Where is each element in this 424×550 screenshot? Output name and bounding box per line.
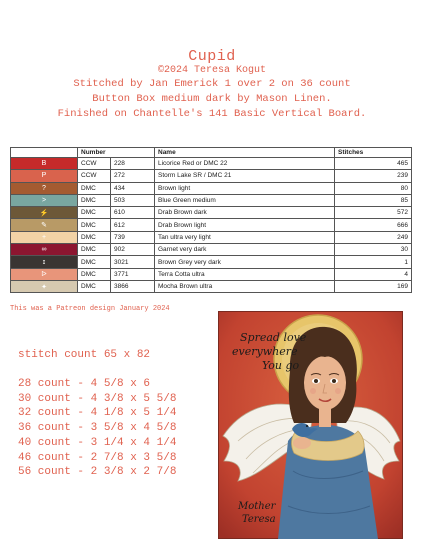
thread-brand: DMC (78, 268, 111, 280)
thread-name: Drab Brown dark (155, 207, 335, 219)
size-item: 56 count - 2 3/8 x 2 7/8 (18, 466, 177, 479)
stitch-count-cell: 1 (335, 256, 412, 268)
thread-brand: DMC (78, 244, 111, 256)
header (0, 48, 424, 122)
stitch-count-block (18, 349, 176, 480)
stitched-by-line: Stitched by Jan Emerick 1 over 2 on 36 count (73, 78, 351, 90)
patreon-note: This was a Patreon design January 2024 (10, 305, 170, 313)
copyright: ©2024 Teresa Kogut (157, 65, 267, 76)
thread-brand: DMC (78, 231, 111, 243)
thread-number: 272 (111, 170, 155, 182)
quote-line-3: You go (262, 359, 300, 372)
hand (293, 437, 311, 449)
table-row (11, 268, 412, 280)
symbol-swatch: ᐅ (11, 268, 78, 280)
thread-name: Mocha Brown ultra (155, 280, 335, 292)
size-item: 46 count - 2 7/8 x 3 5/8 (18, 451, 177, 464)
thread-number: 3866 (111, 280, 155, 292)
stitch-count-cell: 249 (335, 231, 412, 243)
thread-name: Blue Green medium (155, 194, 335, 206)
thread-brand: DMC (78, 219, 111, 231)
number-header: Number (78, 148, 155, 158)
size-list (18, 377, 176, 480)
table-header-row (11, 148, 412, 158)
cupid-artwork (218, 311, 403, 539)
thread-name: Drab Brown light (155, 219, 335, 231)
thread-brand: DMC (78, 194, 111, 206)
table-row (11, 256, 412, 268)
symbol-header (11, 148, 78, 158)
quote-line-1: Spread love (240, 331, 307, 344)
symbol-swatch: ⚡ (11, 207, 78, 219)
finished-line: Finished on Chantelle's 141 Basic Vertical Board. (57, 108, 367, 120)
stitch-count-cell: 169 (335, 280, 412, 292)
thread-number: 3771 (111, 268, 155, 280)
thread-name: Brown Grey very dark (155, 256, 335, 268)
stitch-count-cell: 4 (335, 268, 412, 280)
size-item: 28 count - 4 5/8 x 6 (18, 378, 151, 390)
stitch-count: stitch count 65 x 82 (18, 349, 151, 361)
thread-number: 228 (111, 158, 155, 170)
thread-name: Tan ultra very light (155, 231, 335, 243)
size-item: 30 count - 4 3/8 x 5 5/8 (18, 392, 177, 405)
thread-brand: DMC (78, 182, 111, 194)
table-row (11, 231, 412, 243)
symbol-swatch: ɪ (11, 256, 78, 268)
thread-brand: DMC (78, 280, 111, 292)
table-row (11, 170, 412, 182)
thread-name: Licorice Red or DMC 22 (155, 158, 335, 170)
thread-number: 902 (111, 244, 155, 256)
thread-brand: CCW (78, 158, 111, 170)
stitch-count-cell: 85 (335, 194, 412, 206)
thread-name: Storm Lake SR / DMC 21 (155, 170, 335, 182)
name-header: Name (155, 148, 335, 158)
thread-name: Garnet very dark (155, 244, 335, 256)
table-row (11, 158, 412, 170)
symbol-swatch: ✎ (11, 219, 78, 231)
table-row (11, 219, 412, 231)
table-row (11, 280, 412, 292)
signature-line-2: Teresa (242, 514, 276, 525)
table-row (11, 244, 412, 256)
stitch-count-cell: 30 (335, 244, 412, 256)
size-item: 32 count - 4 1/8 x 5 1/4 (18, 407, 177, 420)
stitch-count-cell: 572 (335, 207, 412, 219)
thread-legend-table (10, 147, 412, 293)
stitch-count-cell: 666 (335, 219, 412, 231)
symbol-swatch: ✦ (11, 280, 78, 292)
table-body (11, 158, 412, 293)
thread-number: 503 (111, 194, 155, 206)
fabric-line: Button Box medium dark by Mason Linen. (92, 93, 332, 105)
symbol-swatch: ? (11, 182, 78, 194)
symbol-swatch: > (11, 194, 78, 206)
size-item: 40 count - 3 1/4 x 4 1/4 (18, 436, 177, 449)
thread-number: 610 (111, 207, 155, 219)
thread-name: Terra Cotta ultra (155, 268, 335, 280)
thread-brand: DMC (78, 256, 111, 268)
symbol-swatch: + (11, 231, 78, 243)
symbol-swatch: P (11, 170, 78, 182)
symbol-swatch: ∞ (11, 244, 78, 256)
page-title: Cupid (188, 48, 236, 65)
thread-name: Brown light (155, 182, 335, 194)
signature-line-1: Mother (238, 501, 276, 512)
stitch-count-cell: 465 (335, 158, 412, 170)
thread-brand: CCW (78, 170, 111, 182)
quote-line-2: everywhere (232, 345, 298, 358)
size-item: 36 count - 3 5/8 x 4 5/8 (18, 422, 177, 435)
stitch-count-cell: 239 (335, 170, 412, 182)
table-row (11, 182, 412, 194)
thread-number: 739 (111, 231, 155, 243)
stitches-header: Stitches (335, 148, 412, 158)
thread-number: 434 (111, 182, 155, 194)
stitch-count-cell: 80 (335, 182, 412, 194)
symbol-swatch: B (11, 158, 78, 170)
thread-number: 612 (111, 219, 155, 231)
table-row (11, 207, 412, 219)
thread-brand: DMC (78, 207, 111, 219)
thread-number: 3021 (111, 256, 155, 268)
table-row (11, 194, 412, 206)
